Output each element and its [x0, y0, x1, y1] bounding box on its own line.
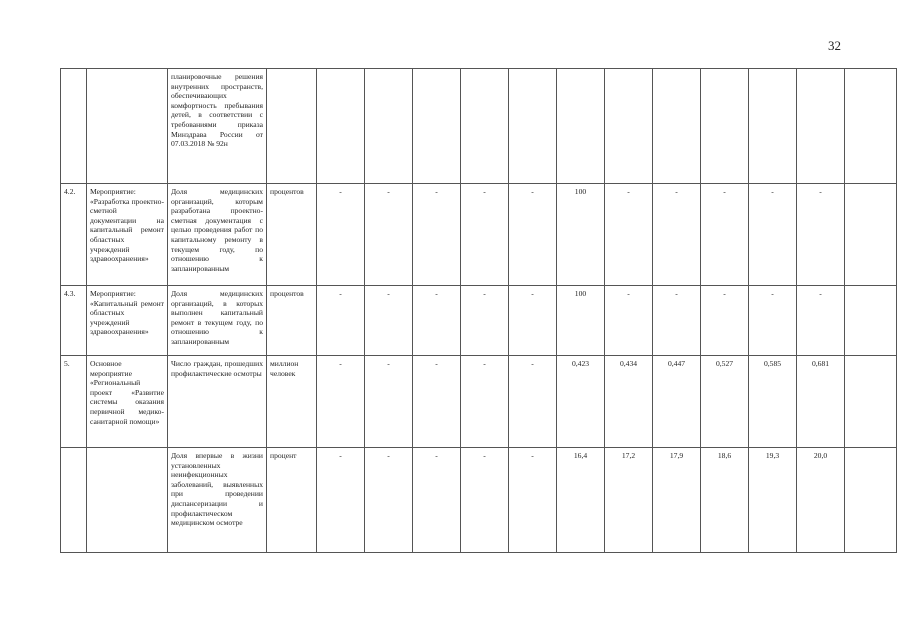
row-number-cell [61, 69, 87, 184]
value-cell: 0,527 [701, 356, 749, 448]
value-cell: 18,6 [701, 448, 749, 553]
value-cell: 100 [557, 184, 605, 286]
value-cell: 0,423 [557, 356, 605, 448]
value-cell: - [461, 184, 509, 286]
value-cell: 19,3 [749, 448, 797, 553]
value-cell: - [461, 448, 509, 553]
value-cell [845, 184, 897, 286]
value-cell: - [365, 448, 413, 553]
page-number: 32 [828, 38, 841, 53]
value-cell [317, 69, 365, 184]
table-row [61, 184, 897, 286]
value-cell: - [317, 184, 365, 286]
value-cell [845, 448, 897, 553]
indicators-table [60, 68, 897, 553]
value-cell [797, 69, 845, 184]
row-number-cell: 4.3. [61, 286, 87, 356]
value-cell: - [653, 184, 701, 286]
value-cell: - [605, 286, 653, 356]
value-cell: 0,447 [653, 356, 701, 448]
value-cell [653, 69, 701, 184]
event-cell: Мероприятие: «Капитальный ремонт областных учреждений здравоохранения» [87, 286, 168, 356]
value-cell: 100 [557, 286, 605, 356]
value-cell [701, 69, 749, 184]
indicator-cell: Число граждан, прошедших профилактические осмотры [168, 356, 267, 448]
table-row [61, 69, 897, 184]
unit-cell: миллион человек [267, 356, 317, 448]
value-cell: 16,4 [557, 448, 605, 553]
value-cell: 0,434 [605, 356, 653, 448]
value-cell: 0,681 [797, 356, 845, 448]
event-cell: Мероприятие: «Разработка проектно-сметной документации на капитальный ремонт областных учреждений здравоохранения» [87, 184, 168, 286]
value-cell: 20,0 [797, 448, 845, 553]
value-cell [845, 69, 897, 184]
value-cell [413, 69, 461, 184]
value-cell: - [365, 286, 413, 356]
row-number-cell [61, 448, 87, 553]
indicator-cell: Доля медицинских организаций, в которых выполнен капитальный ремонт в текущем году, по отношению к запланированным [168, 286, 267, 356]
value-cell: - [749, 286, 797, 356]
table-row [61, 356, 897, 448]
value-cell [845, 286, 897, 356]
row-number-cell: 4.2. [61, 184, 87, 286]
value-cell: - [509, 448, 557, 553]
unit-cell: процентов [267, 184, 317, 286]
value-cell: - [413, 286, 461, 356]
value-cell: 17,2 [605, 448, 653, 553]
row-number-cell: 5. [61, 356, 87, 448]
value-cell: 17,9 [653, 448, 701, 553]
event-cell: Основное мероприятие «Региональный проект «Развитие системы оказания первичной медико-санитарной помощи» [87, 356, 168, 448]
value-cell: - [701, 184, 749, 286]
value-cell [749, 69, 797, 184]
event-cell [87, 69, 168, 184]
value-cell: - [701, 286, 749, 356]
value-cell [605, 69, 653, 184]
value-cell [845, 356, 897, 448]
value-cell: - [365, 356, 413, 448]
value-cell: - [317, 286, 365, 356]
value-cell: - [653, 286, 701, 356]
value-cell: - [797, 286, 845, 356]
unit-cell [267, 69, 317, 184]
table-row [61, 286, 897, 356]
value-cell: - [509, 286, 557, 356]
value-cell: - [509, 356, 557, 448]
value-cell: - [461, 356, 509, 448]
event-cell [87, 448, 168, 553]
value-cell [557, 69, 605, 184]
value-cell: - [749, 184, 797, 286]
value-cell [509, 69, 557, 184]
value-cell: - [413, 356, 461, 448]
value-cell: - [413, 184, 461, 286]
indicator-cell: Доля медицинских организаций, которым разработана проектно-сметная документация с целью проведения работ по капитальному ремонту в текущем году, по отношению к запланированным [168, 184, 267, 286]
value-cell: - [365, 184, 413, 286]
value-cell: 0,585 [749, 356, 797, 448]
value-cell [461, 69, 509, 184]
value-cell: - [317, 448, 365, 553]
value-cell: - [413, 448, 461, 553]
value-cell: - [509, 184, 557, 286]
unit-cell: процентов [267, 286, 317, 356]
value-cell: - [605, 184, 653, 286]
value-cell: - [797, 184, 845, 286]
table-row [61, 448, 897, 553]
value-cell [365, 69, 413, 184]
indicator-cell: планировочные решения внутренних пространств, обеспечивающих комфортность пребывания детей, в соответствии с требованиями приказа Минздрава России от 07.03.2018 № 92н [168, 69, 267, 184]
indicator-cell: Доля впервые в жизни установленных неинфекционных заболеваний, выявленных при проведении диспансеризации и профилактическом медицинском осмотре [168, 448, 267, 553]
value-cell: - [461, 286, 509, 356]
value-cell: - [317, 356, 365, 448]
unit-cell: процент [267, 448, 317, 553]
